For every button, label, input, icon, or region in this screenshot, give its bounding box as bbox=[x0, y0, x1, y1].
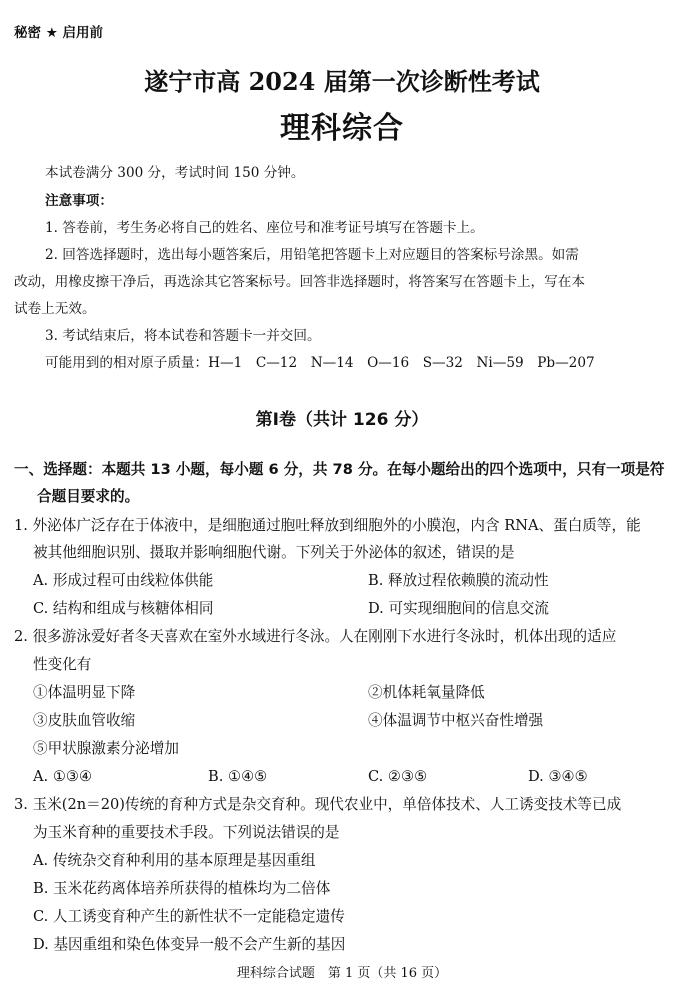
notes-heading: 注意事项： bbox=[45, 193, 113, 209]
atomic-masses: 可能用到的相对原子质量：H—1 C—12 N—14 O—16 S—32 Ni—59 Pb—207 bbox=[45, 355, 595, 371]
q3-option-b: B. 玉米花药离体培养所获得的植株均为二倍体 bbox=[33, 880, 331, 897]
q2-statement-5: ⑤甲状腺激素分泌增加 bbox=[33, 740, 179, 757]
q2-stem-line-2: 性变化有 bbox=[33, 656, 92, 673]
exam-subject: 理科综合 bbox=[280, 111, 404, 146]
q2-statement-3: ③皮肤血管收缩 bbox=[33, 712, 136, 729]
q2-statement-1: ①体温明显下降 bbox=[33, 684, 136, 701]
q1-option-b: B. 释放过程依赖膜的流动性 bbox=[368, 572, 549, 589]
q2-option-b: B. ①④⑤ bbox=[208, 768, 268, 785]
note-2-line-2: 改动，用橡皮擦干净后，再选涂其它答案标号。回答非选择题时，将答案写在答题卡上，写在本 bbox=[14, 274, 585, 290]
q2-stem-line-1: 2. 很多游泳爱好者冬天喜欢在室外水域进行冬泳。人在刚刚下水进行冬泳时，机体出现的适应 bbox=[14, 628, 617, 645]
intro-text: 本试卷满分 300 分，考试时间 150 分钟。 bbox=[45, 165, 305, 181]
q1-option-d: D. 可实现细胞间的信息交流 bbox=[368, 600, 549, 617]
q2-option-a: A. ①③④ bbox=[33, 768, 93, 785]
note-2-line-3: 试卷上无效。 bbox=[14, 301, 96, 317]
note-2-line-1: 2. 回答选择题时，选出每小题答案后，用铅笔把答题卡上对应题目的答案标号涂黑。如需 bbox=[45, 247, 579, 263]
exam-title: 遂宁市高 2024 届第一次诊断性考试 bbox=[144, 67, 540, 96]
section-directions-line-2: 合题目要求的。 bbox=[37, 488, 140, 505]
q2-statement-2: ②机体耗氧量降低 bbox=[368, 684, 485, 701]
section-title: 第Ⅰ卷（共计 126 分） bbox=[255, 410, 429, 430]
q3-option-d: D. 基因重组和染色体变异一般不会产生新的基因 bbox=[33, 936, 346, 953]
q2-option-d: D. ③④⑤ bbox=[528, 768, 588, 785]
q1-option-a: A. 形成过程可由线粒体供能 bbox=[33, 572, 214, 589]
confidential-label: 秘密 ★ 启用前 bbox=[14, 25, 104, 41]
note-3: 3. 考试结束后，将本试卷和答题卡一并交回。 bbox=[45, 328, 321, 344]
q1-option-c: C. 结构和组成与核糖体相同 bbox=[33, 600, 214, 617]
q2-statement-4: ④体温调节中枢兴奋性增强 bbox=[368, 712, 544, 729]
q3-stem-line-2: 为玉米育种的重要技术手段。下列说法错误的是 bbox=[33, 824, 340, 841]
page-footer: 理科综合试题 第 1 页（共 16 页） bbox=[236, 966, 448, 981]
q3-stem-line-1: 3. 玉米(2n＝20)传统的育种方式是杂交育种。现代农业中，单倍体技术、人工诱变技术等已成 bbox=[14, 796, 622, 813]
section-directions-line-1: 一、选择题：本题共 13 小题，每小题 6 分，共 78 分。在每小题给出的四个选项中，只有一项是符 bbox=[14, 461, 665, 478]
q2-option-c: C. ②③⑤ bbox=[368, 768, 428, 785]
q1-stem-line-1: 1. 外泌体广泛存在于体液中，是细胞通过胞吐释放到细胞外的小膜泡，内含 RNA、蛋白质等，能 bbox=[14, 517, 641, 534]
note-1: 1. 答卷前，考生务必将自己的姓名、座位号和准考证号填写在答题卡上。 bbox=[45, 220, 484, 236]
q3-option-c: C. 人工诱变育种产生的新性状不一定能稳定遗传 bbox=[33, 908, 345, 925]
q3-option-a: A. 传统杂交育种利用的基本原理是基因重组 bbox=[33, 852, 316, 869]
q1-stem-line-2: 被其他细胞识别、摄取并影响细胞代谢。下列关于外泌体的叙述，错误的是 bbox=[33, 544, 515, 561]
